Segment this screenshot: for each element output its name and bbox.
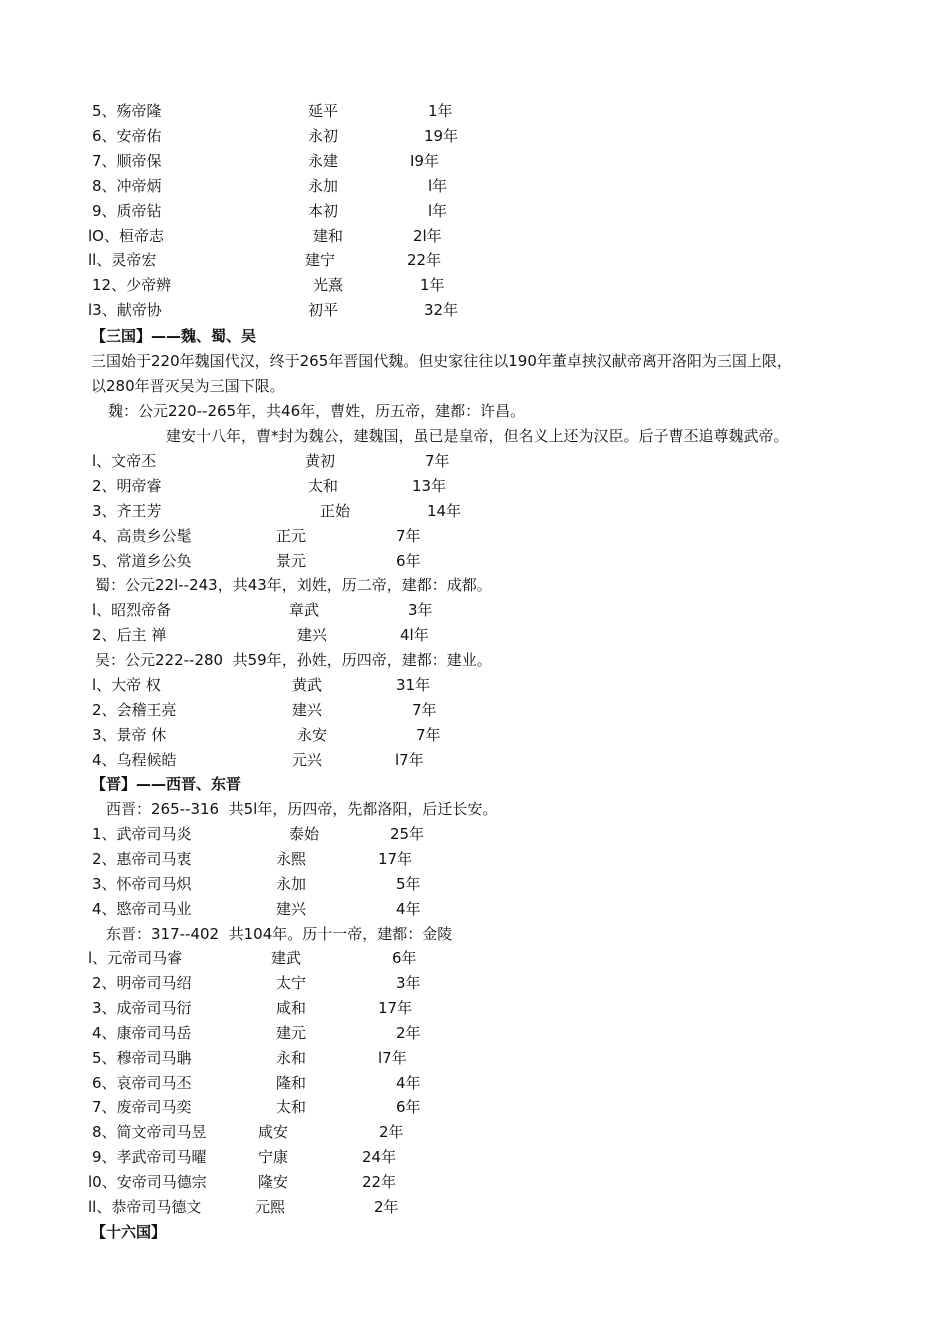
dongjin-emperor: 6、哀帝司马丕 [92, 1073, 192, 1092]
shu-duration: 3年 [408, 601, 433, 619]
shu-emperor: l、昭烈帝备 [92, 601, 172, 619]
han-era-name: 永加 [308, 176, 339, 195]
dongjin-duration: 4年 [396, 1073, 421, 1092]
wu-duration: 7年 [416, 725, 441, 744]
wu-emperor: 4、乌程候皓 [92, 750, 177, 769]
wu-duration: 31年 [396, 676, 431, 694]
xijin-emperor: 3、怀帝司马炽 [92, 874, 192, 893]
wu-emperor: 3、景帝 休 [92, 725, 167, 744]
han-era-name: 延平 [308, 102, 339, 120]
wu-era-name: 黄武 [292, 676, 323, 694]
han-emperor: 8、冲帝炳 [92, 176, 162, 195]
dongjin-duration: 6年 [396, 1098, 421, 1117]
dongjin-duration: 24年 [362, 1148, 397, 1167]
dongjin-duration: 22年 [362, 1173, 397, 1192]
han-era-name: 光熹 [313, 276, 344, 295]
dongjin-era-name: 咸安 [258, 1123, 289, 1142]
xijin-era-name: 永熙 [276, 849, 307, 868]
han-emperor: lO、桓帝志 [88, 226, 164, 245]
han-duration: 1年 [420, 276, 445, 295]
dongjin-emperor: 4、康帝司马岳 [92, 1023, 192, 1042]
wei-era-name: 黄初 [305, 452, 336, 470]
han-era-name: 永初 [308, 126, 339, 145]
wu-duration: l7年 [395, 750, 424, 769]
wu-emperor: 2、会稽王亮 [92, 700, 177, 719]
xijin-duration: 17年 [378, 849, 413, 868]
wu-heading: 吴：公元222--280 共59年，孙姓，历四帝，建都：建业。 [95, 651, 492, 669]
wei-note: 建安十八年，曹*封为魏公，建魏国，虽已是皇帝，但名义上还为汉臣。后子曹丕追尊魏武帝。 [166, 427, 789, 445]
han-era-name: 初平 [308, 301, 339, 320]
han-duration: 32年 [424, 301, 459, 320]
xijin-emperor: 1、武帝司马炎 [92, 825, 192, 843]
dongjin-duration: 2年 [396, 1023, 421, 1042]
dongjin-emperor: l0、安帝司马德宗 [88, 1173, 207, 1192]
dongjin-duration: 2年 [374, 1198, 399, 1216]
wei-era-name: 正始 [320, 501, 351, 520]
dongjin-era-name: 太和 [276, 1098, 307, 1117]
wei-duration: 6年 [396, 551, 421, 570]
han-era-name: 建宁 [305, 251, 336, 270]
dongjin-emperor: 2、明帝司马绍 [92, 973, 192, 992]
xijin-heading: 西晋：265--316 共5l年，历四帝，先都洛阳，后迁长安。 [106, 800, 498, 818]
han-duration: 22年 [407, 251, 442, 270]
han-emperor: l3、献帝协 [88, 301, 162, 320]
wei-duration: 13年 [412, 476, 447, 495]
wu-era-name: 建兴 [292, 700, 323, 719]
wei-duration: 7年 [425, 452, 450, 470]
xijin-era-name: 永加 [276, 874, 307, 893]
xijin-era-name: 建兴 [276, 899, 307, 918]
shu-era-name: 建兴 [297, 625, 328, 644]
han-emperor: 12、少帝辨 [92, 276, 172, 295]
han-duration: l年 [428, 176, 448, 195]
han-era-name: 永建 [308, 151, 339, 170]
wei-emperor: 5、常道乡公奂 [92, 551, 192, 570]
han-emperor: 6、安帝佑 [92, 126, 162, 145]
dongjin-era-name: 元熙 [255, 1198, 286, 1216]
han-emperor: ll、灵帝宏 [88, 251, 157, 270]
dongjin-duration: 17年 [378, 998, 413, 1017]
shu-heading: 蜀：公元22l--243，共43年，刘姓，历二帝，建都：成都。 [95, 576, 492, 594]
han-duration: l年 [428, 201, 448, 220]
han-era-name: 建和 [313, 226, 344, 245]
dongjin-era-name: 隆和 [276, 1073, 307, 1092]
wei-emperor: 3、齐王芳 [92, 501, 162, 520]
xijin-duration: 25年 [390, 825, 425, 843]
sanguo-intro-line-1: 三国始于220年魏国代汉，终于265年晋国代魏。但史家往往以190年董卓挟汉献帝离开洛阳为三国上限， [91, 352, 792, 370]
dongjin-duration: l7年 [378, 1048, 407, 1067]
xijin-emperor: 2、惠帝司马衷 [92, 849, 192, 868]
wei-emperor: 4、高贵乡公髦 [92, 526, 192, 545]
dongjin-era-name: 咸和 [276, 998, 307, 1017]
dongjin-era-name: 永和 [276, 1048, 307, 1067]
dongjin-emperor: 5、穆帝司马聃 [92, 1048, 192, 1067]
wei-era-name: 太和 [308, 476, 339, 495]
han-emperor: 9、质帝钻 [92, 201, 162, 220]
shu-era-name: 章武 [289, 601, 320, 619]
section-heading-shiliuguo: 【十六国】 [91, 1223, 167, 1241]
dongjin-era-name: 建元 [276, 1023, 307, 1042]
dongjin-emperor: 8、简文帝司马昱 [92, 1123, 207, 1142]
han-duration: 2l年 [413, 226, 442, 245]
dongjin-emperor: 3、成帝司马衍 [92, 998, 192, 1017]
dongjin-era-name: 隆安 [258, 1173, 289, 1192]
dongjin-emperor: 9、孝武帝司马曜 [92, 1148, 207, 1167]
wu-era-name: 元兴 [292, 750, 323, 769]
xijin-era-name: 泰始 [289, 825, 320, 843]
shu-emperor: 2、后主 禅 [92, 625, 167, 644]
wu-emperor: l、大帝 权 [92, 676, 161, 694]
wei-heading: 魏：公元220--265年，共46年，曹姓，历五帝，建都：许昌。 [108, 402, 526, 420]
dongjin-emperor: l、元帝司马睿 [88, 949, 183, 967]
wei-emperor: l、文帝丕 [92, 452, 157, 470]
section-heading-sanguo: 【三国】——魏、蜀、吴 [91, 327, 257, 345]
dongjin-era-name: 建武 [271, 949, 302, 967]
xijin-emperor: 4、愍帝司马业 [92, 899, 192, 918]
wei-emperor: 2、明帝睿 [92, 476, 162, 495]
dongjin-era-name: 宁康 [258, 1148, 289, 1167]
dongjin-duration: 6年 [392, 949, 417, 967]
dongjin-era-name: 太宁 [276, 973, 307, 992]
wei-era-name: 正元 [276, 526, 307, 545]
xijin-duration: 4年 [396, 899, 421, 918]
wu-era-name: 永安 [297, 725, 328, 744]
xijin-duration: 5年 [396, 874, 421, 893]
han-era-name: 本初 [308, 201, 339, 220]
han-duration: 1年 [428, 102, 453, 120]
wei-duration: 14年 [427, 501, 462, 520]
wu-duration: 7年 [412, 700, 437, 719]
dongjin-duration: 3年 [396, 973, 421, 992]
dongjin-duration: 2年 [379, 1123, 404, 1142]
sanguo-intro-line-2: 以280年晋灭吴为三国下限。 [91, 377, 285, 395]
shu-duration: 4l年 [400, 625, 429, 644]
dongjin-heading: 东晋：317--402 共104年。历十一帝，建都：金陵 [106, 925, 453, 943]
han-duration: I9年 [410, 151, 439, 170]
wei-duration: 7年 [396, 526, 421, 545]
dongjin-emperor: ll、恭帝司马德文 [88, 1198, 202, 1216]
han-duration: 19年 [424, 126, 459, 145]
dongjin-emperor: 7、废帝司马奕 [92, 1098, 192, 1117]
han-emperor: 5、殇帝隆 [92, 102, 162, 120]
wei-era-name: 景元 [276, 551, 307, 570]
han-emperor: 7、顺帝保 [92, 151, 162, 170]
section-heading-jin: 【晋】——西晋、东晋 [91, 775, 242, 793]
